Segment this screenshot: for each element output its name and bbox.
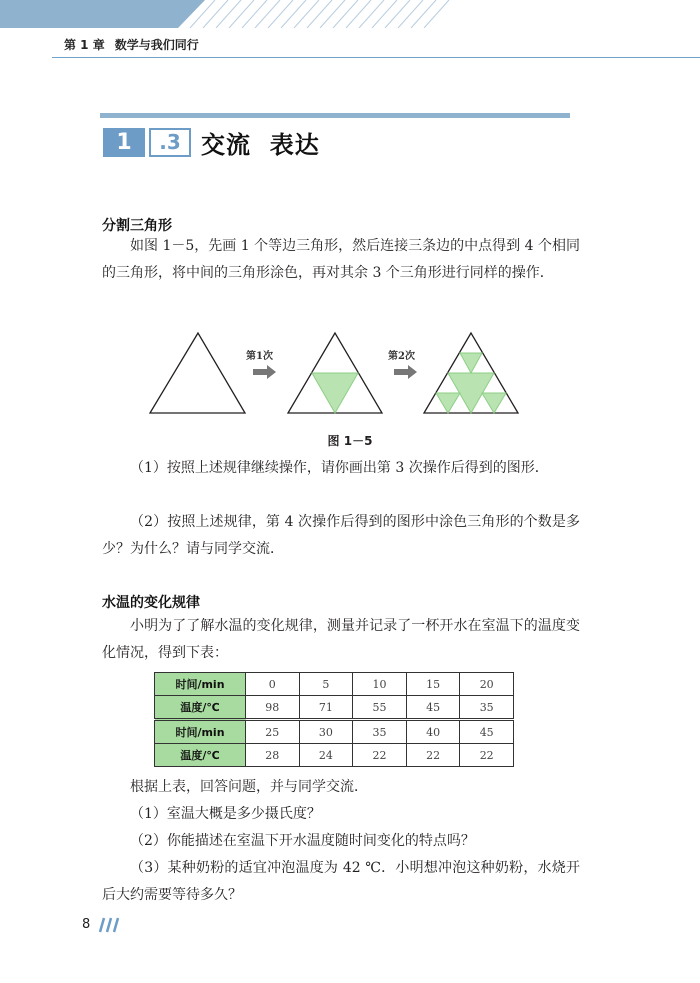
table-row xyxy=(155,673,514,696)
row-header-time: 时间/min xyxy=(155,673,246,696)
table-cell: 30 xyxy=(299,720,353,744)
shaded-triangle xyxy=(436,393,460,413)
question-1: （1）室温大概是多少摄氏度？ xyxy=(130,806,321,822)
paragraph-triangles: 如图 1－5，先画 1 个等边三角形，然后连接三条边的中点得到 4 个相同的三角形，将中间的三角形涂色，再对其余 3 个三角形进行同样的操作． xyxy=(102,238,580,281)
page-number: 8 xyxy=(82,917,91,932)
figure-1-5 xyxy=(140,326,530,421)
table-cell: 35 xyxy=(460,696,514,720)
table-cell: 55 xyxy=(353,696,407,720)
table-cell: 15 xyxy=(406,673,460,696)
triangle-original xyxy=(150,333,245,413)
figure-caption: 图 1－5 xyxy=(327,434,373,448)
table-cell: 22 xyxy=(460,744,514,767)
table-cell: 0 xyxy=(246,673,300,696)
table-cell: 20 xyxy=(460,673,514,696)
question-2: （2）你能描述在室温下开水温度随时间变化的特点吗？ xyxy=(130,833,475,849)
section-top-bar xyxy=(100,113,570,118)
table-cell: 28 xyxy=(246,744,300,767)
step1-label: 第1次 xyxy=(246,351,273,362)
section-number-sub: .3 xyxy=(149,128,191,157)
row-header-time: 时间/min xyxy=(155,720,246,744)
table-row xyxy=(155,744,514,767)
section-number-main: 1 xyxy=(103,128,145,157)
arrow-icon xyxy=(394,365,417,379)
row-header-temp: 温度/℃ xyxy=(155,696,246,720)
table-cell: 24 xyxy=(299,744,353,767)
paragraph-water-temperature: 小明为了了解水温的变化规律，测量并记录了一杯开水在室温下的温度变化情况，得到下表： xyxy=(102,618,580,661)
top-decorative-band xyxy=(0,0,700,28)
shaded-triangle xyxy=(460,353,482,373)
table-cell: 25 xyxy=(246,720,300,744)
table-cell: 5 xyxy=(299,673,353,696)
table-cell: 10 xyxy=(353,673,407,696)
page-slash-decoration xyxy=(94,916,124,934)
table-cell: 22 xyxy=(353,744,407,767)
table-cell: 40 xyxy=(406,720,460,744)
arrow-icon xyxy=(253,365,276,379)
table-row xyxy=(155,696,514,720)
chapter-title: 数学与我们同行 xyxy=(114,38,199,52)
row-header-temp: 温度/℃ xyxy=(155,744,246,767)
table-row xyxy=(155,720,514,744)
table-cell: 45 xyxy=(460,720,514,744)
shaded-triangle xyxy=(482,393,506,413)
table-cell: 45 xyxy=(406,696,460,720)
chapter-number: 第 1 章 xyxy=(64,38,105,52)
subheading-triangles: 分割三角形 xyxy=(102,218,172,234)
instruction-text: 根据上表，回答问题，并与同学交流． xyxy=(130,779,368,795)
temperature-table xyxy=(154,672,514,767)
table-cell: 35 xyxy=(353,720,407,744)
chapter-header xyxy=(64,36,199,53)
section-heading xyxy=(103,127,320,157)
shaded-triangle xyxy=(312,373,358,413)
question-2: （2）按照上述规律，第 4 次操作后得到的图形中涂色三角形的个数是多少？为什么？请与同学交流． xyxy=(102,514,580,557)
step2-label: 第2次 xyxy=(388,351,415,362)
question-3: （3）某种奶粉的适宜冲泡温度为 42 ℃．小明想冲泡这种奶粉，水烧开后大约需要等待多久？ xyxy=(102,860,580,903)
header-rule xyxy=(52,57,700,58)
question-1: （1）按照上述规律继续操作，请你画出第 3 次操作后得到的图形． xyxy=(130,460,549,476)
section-title: 交流 表达 xyxy=(201,130,320,159)
table-cell: 98 xyxy=(246,696,300,720)
table-cell: 22 xyxy=(406,744,460,767)
table-cell: 71 xyxy=(299,696,353,720)
subheading-water-temperature: 水温的变化规律 xyxy=(102,595,200,611)
